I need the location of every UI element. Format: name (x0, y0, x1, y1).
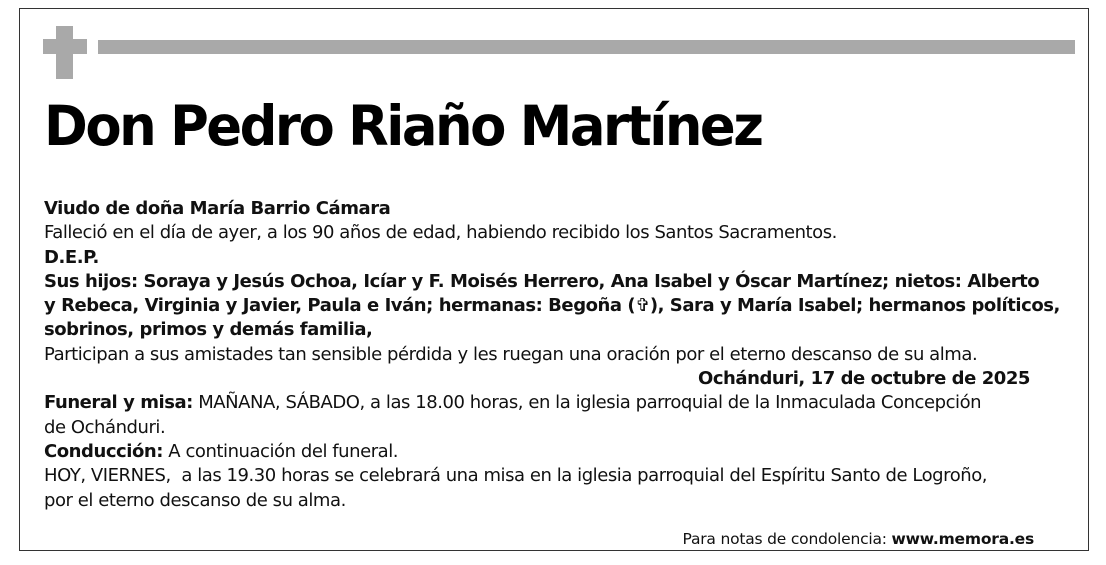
funeral-text: MAÑANA, SÁBADO, a las 18.00 horas, en la iglesia parroquial de la Inmaculada Concepción (192, 392, 982, 414)
widow-line: Viudo de doña María Barrio Cámara (44, 198, 391, 219)
deceased-name: Don Pedro Riaño Martínez (44, 94, 762, 158)
conduction-label: Conducción: (44, 440, 164, 462)
family-line-3: sobrinos, primos y demás familia, (44, 319, 373, 341)
dep-line: D.E.P. (44, 246, 99, 268)
death-line: Falleció en el día de ayer, a los 90 años de edad, habiendo recibido los Santos Sacramentos. (44, 222, 837, 244)
conduction-text: A continuación del funeral. (163, 440, 399, 462)
participation-line: Participan a sus amistades tan sensible pérdida y les ruegan una oración por el eterno descanso de su alma. (44, 343, 978, 365)
footer-label: Para notas de condolencia: (682, 530, 892, 548)
funeral-label: Funeral y misa: (44, 392, 193, 414)
conduction-line (44, 440, 1064, 464)
obituary-body (44, 197, 1064, 513)
family-line-1: Sus hijos: Soraya y Jesús Ochoa, Icíar y F. Moisés Herrero, Ana Isabel y Óscar Martínez; nietos: Alberto (44, 270, 1040, 292)
memora-link[interactable]: www.memora.es (891, 530, 1034, 548)
place-date: Ochánduri, 17 de octubre de 2025 (697, 368, 1030, 390)
funeral-line-2: de Ochánduri. (44, 416, 166, 438)
header-rule (98, 40, 1075, 54)
family-line-2: y Rebeca, Virginia y Javier, Paula e Iván; hermanas: Begoña (✞), Sara y María Isabel; hermanos políticos, (44, 295, 1060, 317)
funeral-line (44, 391, 1064, 415)
condolence-footer (683, 530, 1034, 548)
mass-line-2: por el eterno descanso de su alma. (44, 489, 346, 511)
cross-icon-bar (43, 39, 87, 54)
mass-line-1: HOY, VIERNES, a las 19.30 horas se celebrará una misa en la iglesia parroquial del Espíritu Santo de Logroño, (44, 465, 988, 487)
